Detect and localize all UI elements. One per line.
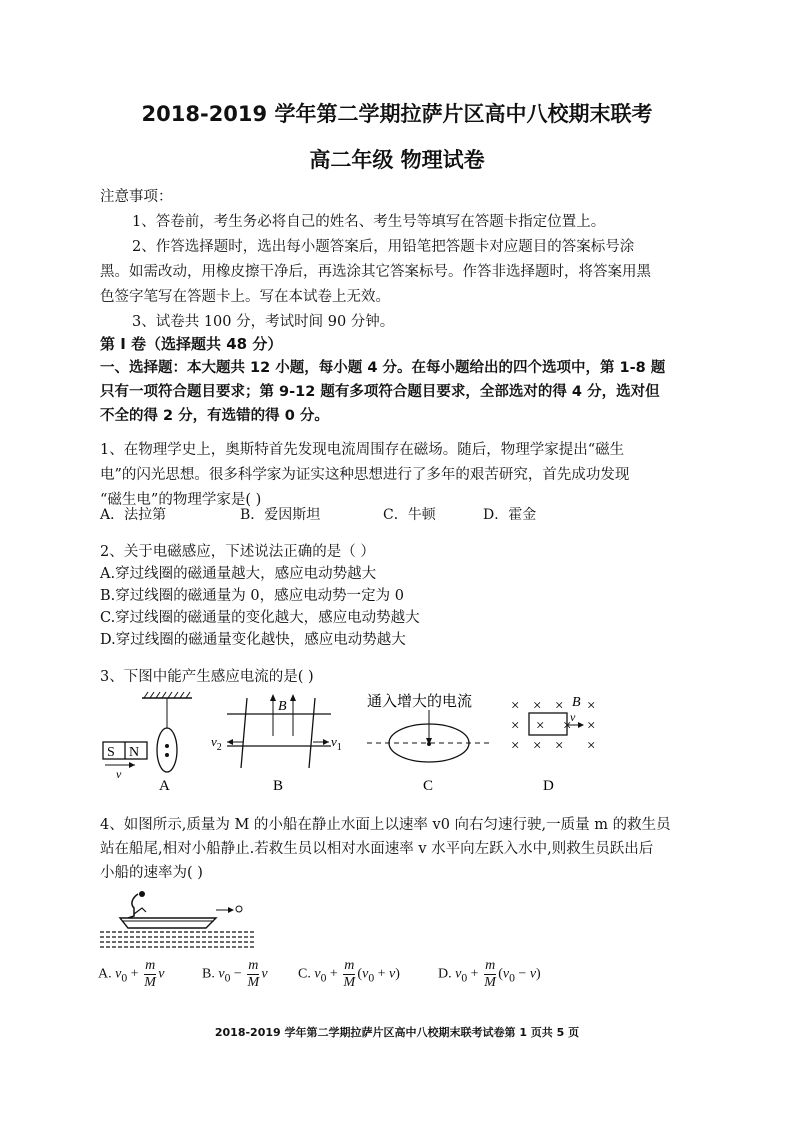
- svg-text:×: ×: [533, 698, 542, 714]
- q2-option-b: B.穿过线圈的磁通量为 0，感应电动势一定为 0: [100, 588, 404, 604]
- exam-title: 2018-2019 学年第二学期拉萨片区高中八校期末联考: [141, 102, 653, 126]
- field-b-label: B: [278, 699, 287, 714]
- q4-option-b: B. $v_0$ − $\frac{m}{M}$ v: [202, 958, 268, 990]
- q4-stem: 4、如图所示,质量为 M 的小船在静止水面上以速率 v0 向右匀速行驶,一质量 m 的救生员: [100, 817, 671, 833]
- q4-stem: 小船的速率为( ): [100, 865, 203, 881]
- exam-subtitle: 高二年级 物理试卷: [309, 148, 485, 172]
- section-instruction: 不全的得 2 分，有选错的得 0 分。: [100, 408, 329, 424]
- q1-stem: “磁生电”的物理学家是( ): [100, 492, 262, 508]
- notice-line: 3、试卷共 100 分，考试时间 90 分钟。: [132, 314, 395, 330]
- notice-line: 色签字笔写在答题卡上。写在本试卷上无效。: [100, 289, 390, 305]
- notice-line: 2、作答选择题时，选出每小题答案后，用铅笔把答题卡对应题目的答案标号涂: [132, 239, 635, 255]
- svg-text:×: ×: [555, 698, 564, 714]
- field-d-label: B: [572, 695, 581, 710]
- svg-text:×: ×: [511, 738, 520, 754]
- frame-velocity-label: v: [570, 710, 576, 724]
- notice-line: 1、答卷前，考生务必将自己的姓名、考生号等填写在答题卡指定位置上。: [132, 214, 606, 230]
- q1-option-c: C．牛顿: [383, 507, 436, 523]
- magnet-s-label: S: [107, 745, 115, 760]
- q2-option-a: A.穿过线圈的磁通量越大，感应电动势越大: [100, 566, 377, 582]
- figure-b-label: B: [273, 778, 284, 794]
- magnet-n-label: N: [129, 745, 140, 760]
- q4-boat-figure: [98, 888, 258, 954]
- notice-line: 黑。如需改动，用橡皮擦干净后，再选涂其它答案标号。作答非选择题时，将答案用黑: [100, 264, 651, 280]
- figure-d-label: D: [543, 778, 554, 794]
- figure-a-label: A: [159, 778, 170, 794]
- svg-text:×: ×: [536, 718, 545, 734]
- section-instruction: 只有一项符合题目要求；第 9-12 题有多项符合题目要求，全部选对的得 4 分，选对但: [100, 384, 660, 400]
- q4-option-d: D. $v_0$ + $\frac{m}{M}$ $(v_0 - v)$: [438, 958, 541, 990]
- svg-text:×: ×: [563, 718, 572, 734]
- svg-text:×: ×: [555, 738, 564, 754]
- svg-text:×: ×: [511, 718, 520, 734]
- page-footer: 2018-2019 学年第二学期拉萨片区高中八校期末联考试卷第 1 页共 5 页: [214, 1026, 580, 1039]
- q1-option-a: A．法拉第: [100, 507, 167, 523]
- q2-option-c: C.穿过线圈的磁通量的变化越大，感应电动势越大: [100, 610, 420, 626]
- section-title: 第 I 卷（选择题共 48 分）: [100, 335, 283, 353]
- rod-v1-label: $v_1$: [331, 734, 342, 753]
- figure-b: [211, 694, 342, 794]
- figure-c: [367, 692, 491, 794]
- figure-c-caption: 通入增大的电流: [367, 692, 473, 710]
- section-instruction: 一、选择题：本大题共 12 小题，每小题 4 分。在每小题给出的四个选项中，第 1-8 题: [100, 360, 666, 376]
- rod-v2-label: $v_2$: [211, 734, 222, 753]
- q2-stem: 2、关于电磁感应，下述说法正确的是（ ）: [100, 544, 375, 560]
- svg-text:×: ×: [587, 718, 596, 734]
- q4-stem: 站在船尾,相对小船静止.若救生员以相对水面速率 v 水平向左跃入水中,则救生员跃出后: [100, 841, 654, 857]
- svg-text:×: ×: [533, 738, 542, 754]
- q3-figure: [95, 688, 615, 796]
- svg-text:×: ×: [587, 698, 596, 714]
- q1-stem: 1、在物理学史上，奥斯特首先发现电流周围存在磁场。随后，物理学家提出“磁生: [100, 442, 625, 458]
- svg-text:×: ×: [587, 738, 596, 754]
- svg-text:×: ×: [511, 698, 520, 714]
- q2-option-d: D.穿过线圈的磁通量变化越快，感应电动势越大: [100, 632, 406, 648]
- q1-stem: 电”的闪光思想。很多科学家为证实这种思想进行了多年的艰苦研究，首先成功发现: [100, 467, 630, 483]
- q1-option-d: D．霍金: [483, 507, 537, 523]
- q4-option-a: A. $v_0$ + $\frac{m}{M}$ v: [98, 958, 165, 990]
- magnet-velocity-label: v: [116, 767, 122, 781]
- q3-stem: 3、下图中能产生感应电流的是( ): [100, 669, 314, 685]
- q1-option-b: B．爱因斯坦: [240, 507, 321, 523]
- figure-a: [103, 692, 192, 794]
- figure-c-label: C: [423, 778, 434, 794]
- q4-option-c: C. $v_0$ + $\frac{m}{M}$ $(v_0 + v)$: [298, 958, 400, 990]
- figure-d: [511, 695, 595, 794]
- notice-heading: 注意事项：: [100, 189, 173, 205]
